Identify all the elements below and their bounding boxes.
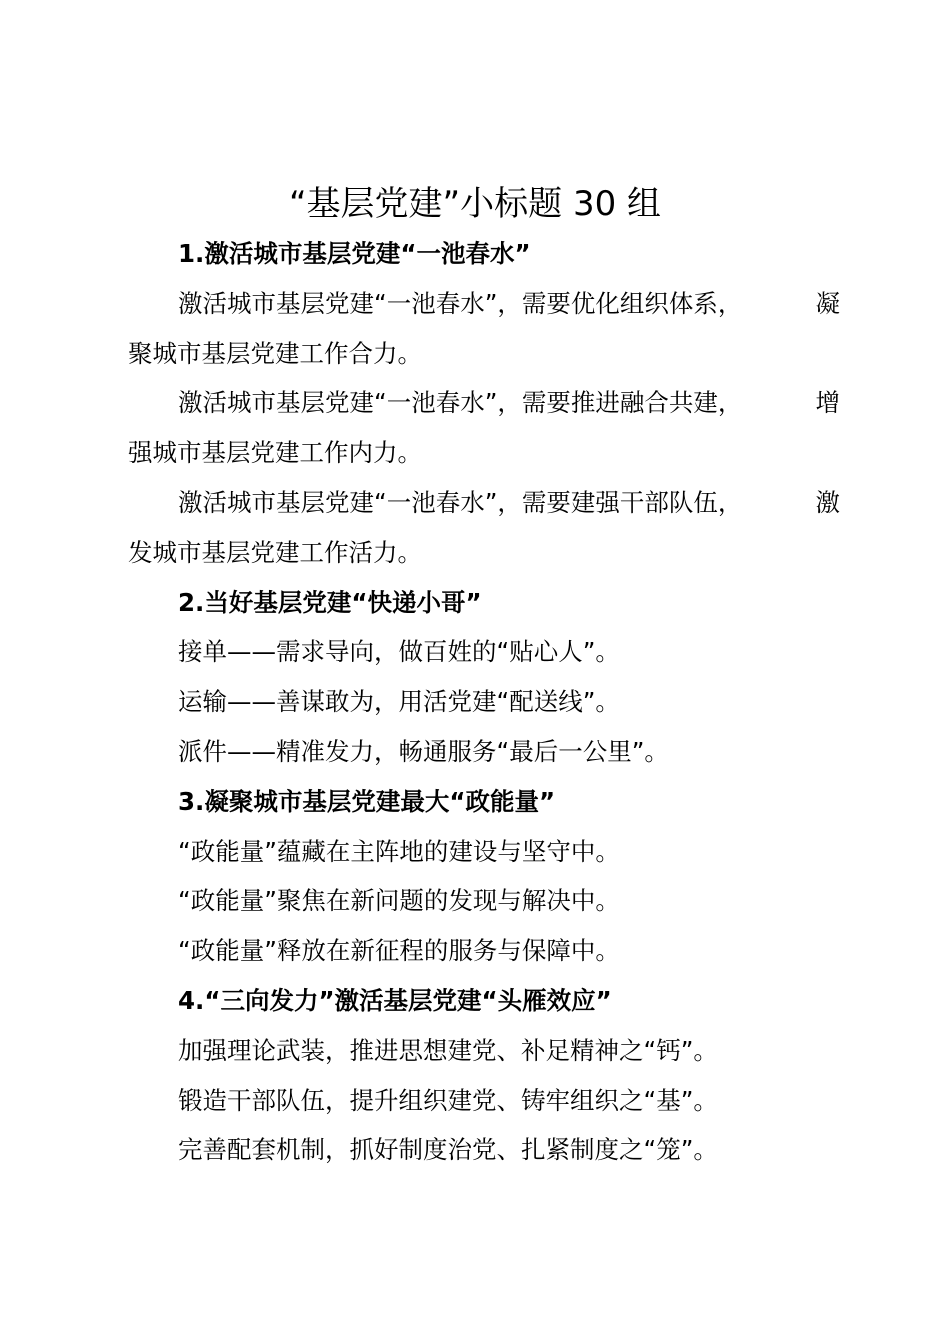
paragraph-line xyxy=(128,478,840,528)
body-line: 加强理论武装，推进思想建党、补足精神之“钙”。 xyxy=(178,1035,718,1065)
body-line: 完善配套机制，抓好制度治党、扎紧制度之“笼”。 xyxy=(178,1135,718,1165)
paragraph-text: 激活城市基层党建“一池春水”，需要推进融合共建， xyxy=(178,388,743,418)
body-line: 派件——精准发力，畅通服务“最后一公里”。 xyxy=(178,736,669,766)
paragraph-line: 强城市基层党建工作内力。 xyxy=(128,438,422,468)
paragraph-text-end: 激 xyxy=(815,487,840,517)
paragraph xyxy=(128,279,840,379)
body-line: “政能量”蕴藏在主阵地的建设与坚守中。 xyxy=(178,836,620,866)
paragraph xyxy=(128,478,840,578)
section-heading: 3.凝聚城市基层党建最大“政能量” xyxy=(178,786,556,816)
paragraph-text-end: 增 xyxy=(815,388,840,418)
paragraph-text-end: 凝 xyxy=(815,288,840,318)
paragraph-line: 发城市基层党建工作活力。 xyxy=(128,537,422,567)
body-line: “政能量”释放在新征程的服务与保障中。 xyxy=(178,936,620,966)
section-heading: 4.“三向发力”激活基层党建“头雁效应” xyxy=(178,985,612,1015)
body-line: “政能量”聚焦在新问题的发现与解决中。 xyxy=(178,886,620,916)
paragraph xyxy=(128,378,840,478)
section-heading: 1.激活城市基层党建“一池春水” xyxy=(178,239,531,268)
document-body xyxy=(128,229,840,1175)
paragraph-text: 激活城市基层党建“一池春水”，需要建强干部队伍， xyxy=(178,487,743,517)
body-line: 锻造干部队伍，提升组织建党、铸牢组织之“基”。 xyxy=(178,1085,718,1115)
body-line: 运输——善谋敢为，用活党建“配送线”。 xyxy=(178,687,620,717)
body-line: 接单——需求导向，做百姓的“贴心人”。 xyxy=(178,637,620,667)
section-heading: 2.当好基层党建“快递小哥” xyxy=(178,587,482,617)
document-title: “基层党建”小标题 30 组 xyxy=(288,184,662,224)
paragraph-line xyxy=(128,279,840,329)
paragraph-text: 激活城市基层党建“一池春水”，需要优化组织体系， xyxy=(178,288,743,318)
paragraph-line xyxy=(128,378,840,428)
paragraph-line: 聚城市基层党建工作合力。 xyxy=(128,338,422,368)
